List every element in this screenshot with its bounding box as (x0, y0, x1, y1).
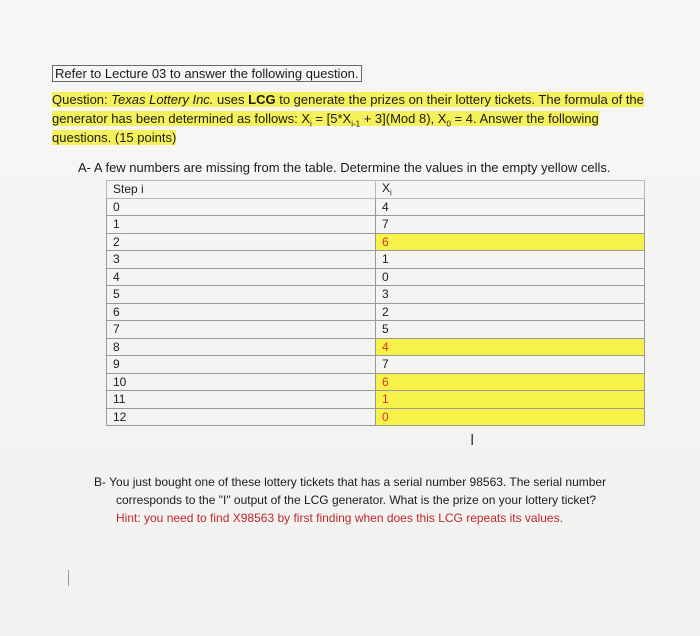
text-cursor-icon: I (470, 432, 475, 449)
step-cell: 10 (107, 373, 376, 391)
question-text-2: to generate the prizes on their lottery tickets. The formula of the (279, 92, 644, 107)
company-name: Texas Lottery Inc. (111, 92, 214, 107)
step-cell: 12 (107, 408, 376, 426)
table-row (107, 198, 645, 216)
lcg-table (106, 180, 645, 426)
method-name: LCG (248, 92, 276, 107)
x-cell: 3 (376, 286, 645, 304)
x-cell: 0 (376, 268, 645, 286)
intro-line (52, 66, 362, 81)
formula-prefix: generator has been determined as follows: X (52, 111, 310, 126)
x-cell-yellow[interactable]: 6 (376, 373, 645, 391)
formula-end: = 4. Answer the following (454, 111, 599, 126)
x-cell: 7 (376, 356, 645, 374)
table-row (107, 303, 645, 321)
header-step: Step i (107, 181, 376, 199)
part-b-line-2: corresponds to the "I" output of the LCG generator. What is the prize on your lottery ticket? (116, 493, 597, 507)
formula-tail: + 3](Mod 8), X (363, 111, 447, 126)
table-row (107, 286, 645, 304)
points-text: questions. (15 points) (52, 130, 177, 145)
table-row (107, 373, 645, 391)
intro-text: Refer to Lecture 03 to answer the following question. (52, 65, 362, 82)
step-cell: 3 (107, 251, 376, 269)
x-cell: 7 (376, 216, 645, 234)
x-cell: 4 (376, 198, 645, 216)
x-cell-yellow[interactable]: 6 (376, 233, 645, 251)
table-row (107, 233, 645, 251)
x-cell: 2 (376, 303, 645, 321)
header-x: $X_i$ (376, 181, 645, 199)
table-row (107, 268, 645, 286)
table-header-row (107, 181, 645, 199)
table-row (107, 338, 645, 356)
step-cell: 0 (107, 198, 376, 216)
step-cell: 1 (107, 216, 376, 234)
step-cell: 11 (107, 391, 376, 409)
part-b-line-1: B- You just bought one of these lottery tickets that has a serial number 98563. The serial number (94, 475, 607, 489)
table-body (107, 198, 645, 426)
table-row (107, 251, 645, 269)
margin-mark (68, 570, 69, 586)
x-cell: 1 (376, 251, 645, 269)
table-row (107, 216, 645, 234)
step-cell: 6 (107, 303, 376, 321)
step-cell: 2 (107, 233, 376, 251)
table-row (107, 408, 645, 426)
question-line-2: generator has been determined as follows: $X_i = [5*X_{i-1} + 3](Mod$ 8), $X_0 = 4$. Answer the following (52, 111, 599, 129)
x-cell-yellow[interactable]: 4 (376, 338, 645, 356)
question-label: Question: (52, 92, 108, 107)
part-b-hint: Hint: you need to find X98563 by first finding when does this LCG repeats its values. (116, 511, 563, 525)
x-cell-yellow[interactable]: 0 (376, 408, 645, 426)
formula-body: = [5*X (315, 111, 352, 126)
table-row (107, 391, 645, 409)
part-a-heading: A- A few numbers are missing from the table. Determine the values in the empty yellow cells. (78, 160, 611, 175)
question-line-1 (52, 92, 644, 107)
step-cell: 5 (107, 286, 376, 304)
x-cell: 5 (376, 321, 645, 339)
x-cell-yellow[interactable]: 1 (376, 391, 645, 409)
step-cell: 7 (107, 321, 376, 339)
step-cell: 9 (107, 356, 376, 374)
step-cell: 4 (107, 268, 376, 286)
question-line-3 (52, 130, 176, 145)
table-row (107, 356, 645, 374)
table-row (107, 321, 645, 339)
step-cell: 8 (107, 338, 376, 356)
question-text-1: uses (217, 92, 245, 107)
